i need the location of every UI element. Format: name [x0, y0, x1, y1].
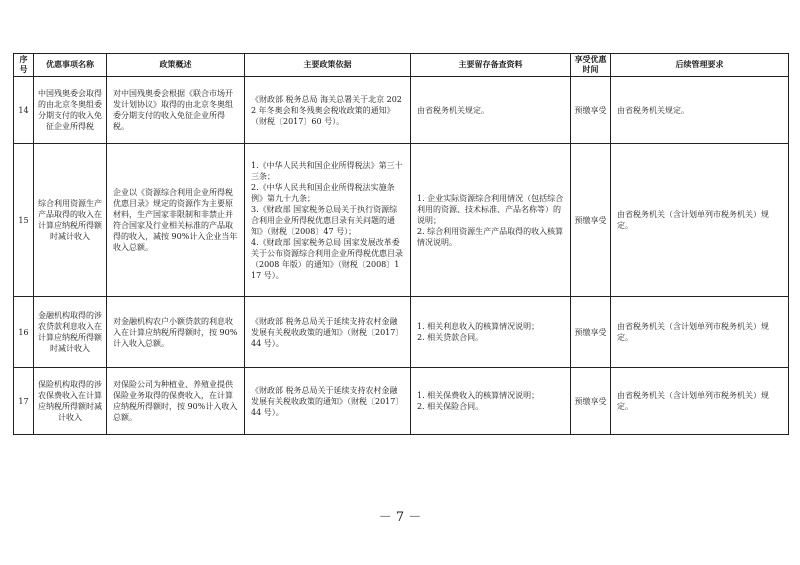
- material-line: 1. 相关利息收入的核算情况说明；: [417, 322, 540, 331]
- materials: [411, 77, 571, 144]
- basis-line: 《财政部 税务总局关于延续支持农村金融发展有关税收政策的通知》（财税〔2017〕44 号）。: [251, 316, 404, 348]
- header-item-name: 优惠事项名称: [34, 54, 107, 77]
- header-policy-basis: 主要政策依据: [245, 54, 411, 77]
- material-line: 由省税务机关规定。: [417, 105, 489, 115]
- header-materials: 主要留存备查资料: [411, 54, 571, 77]
- materials: [411, 144, 571, 297]
- policy-summary: 对保险公司为种植业、养殖业提供保险业务取得的保费收入，在计算应纳税所得额时，按 90%计入收入总额。: [107, 368, 245, 435]
- policy-summary: 对中国残奥委会根据《联合市场开发计划协议》取得的由北京冬奥组委分期支付的收入免征企业所得税。: [107, 77, 245, 144]
- enjoy-time: 预缴享受: [571, 77, 611, 144]
- basis-line: 3.《财政部 国家税务总局关于执行资源综合利用企业所得税优惠目录有关问题的通知》（财税〔2008〕47 号）；: [251, 204, 398, 236]
- header-no: 序号: [14, 54, 34, 77]
- row-number: 16: [14, 297, 34, 368]
- policy-basis: [245, 368, 411, 435]
- basis-line: 《财政部 税务总局关于延续支持农村金融发展有关税收政策的通知》（财税〔2017〕44 号）。: [251, 385, 404, 417]
- header-enjoy-time: 享受优惠时间: [571, 54, 611, 77]
- enjoy-time: 预缴享受: [571, 297, 611, 368]
- policy-basis: [245, 144, 411, 297]
- page-number: － 7 －: [378, 510, 422, 525]
- policy-basis: [245, 297, 411, 368]
- material-line: 2. 综合利用资源生产产品取得的收入核算情况说明。: [417, 226, 564, 247]
- row-number: 15: [14, 144, 34, 297]
- followup: 由省税务机关（含计划单列市税务机关）规定。: [611, 368, 789, 435]
- policy-summary: 企业以《资源综合利用企业所得税优惠目录》规定的资源作为主要原材料，生产国家非限制和非禁止并符合国家及行业相关标准的产品取得的收入，减按 90%计入企业当年收入总额。: [107, 144, 245, 297]
- item-name: 综合利用资源生产产品取得的收入在计算应纳税所得额时减计收入: [34, 144, 107, 297]
- materials: [411, 297, 571, 368]
- basis-line: 《财政部 税务总局 海关总署关于北京 2022 年冬奥会和冬残奥会税收政策的通知》（财税〔2017〕60 号）。: [251, 94, 402, 126]
- followup: 由省税务机关规定。: [611, 77, 789, 144]
- material-line: 1. 企业实际资源综合利用情况（包括综合利用的资源、技术标准、产品名称等）的说明；: [417, 193, 564, 225]
- basis-line: 1.《中华人民共和国企业所得税法》第三十三条；: [251, 160, 403, 181]
- row-number: 14: [14, 77, 34, 144]
- basis-line: 4.《财政部 国家税务总局 国家发展改革委关于公布资源综合利用企业所得税优惠目录（2008 年版）的通知》（财税〔2008〕117 号）。: [251, 237, 403, 280]
- followup: 由省税务机关（含计划单列市税务机关）规定。: [611, 144, 789, 297]
- table-row: [14, 297, 789, 368]
- table-header-row: [14, 54, 789, 77]
- material-line: 2. 相关贷款合同。: [417, 333, 484, 342]
- policy-table: [13, 53, 789, 435]
- header-policy-summary: 政策概述: [107, 54, 245, 77]
- table-row: [14, 144, 789, 297]
- enjoy-time: 预缴享受: [571, 368, 611, 435]
- table-row: [14, 77, 789, 144]
- policy-basis: [245, 77, 411, 144]
- row-number: 17: [14, 368, 34, 435]
- table-row: [14, 368, 789, 435]
- header-followup: 后续管理要求: [611, 54, 789, 77]
- material-line: 2. 相关保险合同。: [417, 402, 484, 411]
- enjoy-time: 预缴享受: [571, 144, 611, 297]
- item-name: 中国残奥委会取得的由北京冬奥组委分期支付的收入免征企业所得税: [34, 77, 107, 144]
- policy-summary: 对金融机构农户小额贷款的利息收入在计算应纳税所得额时，按 90%计入收入总额。: [107, 297, 245, 368]
- basis-line: 2.《中华人民共和国企业所得税法实施条例》第九十九条；: [251, 182, 395, 203]
- followup: 由省税务机关（含计划单列市税务机关）规定。: [611, 297, 789, 368]
- material-line: 1. 相关保费收入的核算情况说明；: [417, 391, 540, 400]
- item-name: 金融机构取得的涉农贷款利息收入在计算应纳税所得额时减计收入: [34, 297, 107, 368]
- materials: [411, 368, 571, 435]
- item-name: 保险机构取得的涉农保费收入在计算应纳税所得额时减计收入: [34, 368, 107, 435]
